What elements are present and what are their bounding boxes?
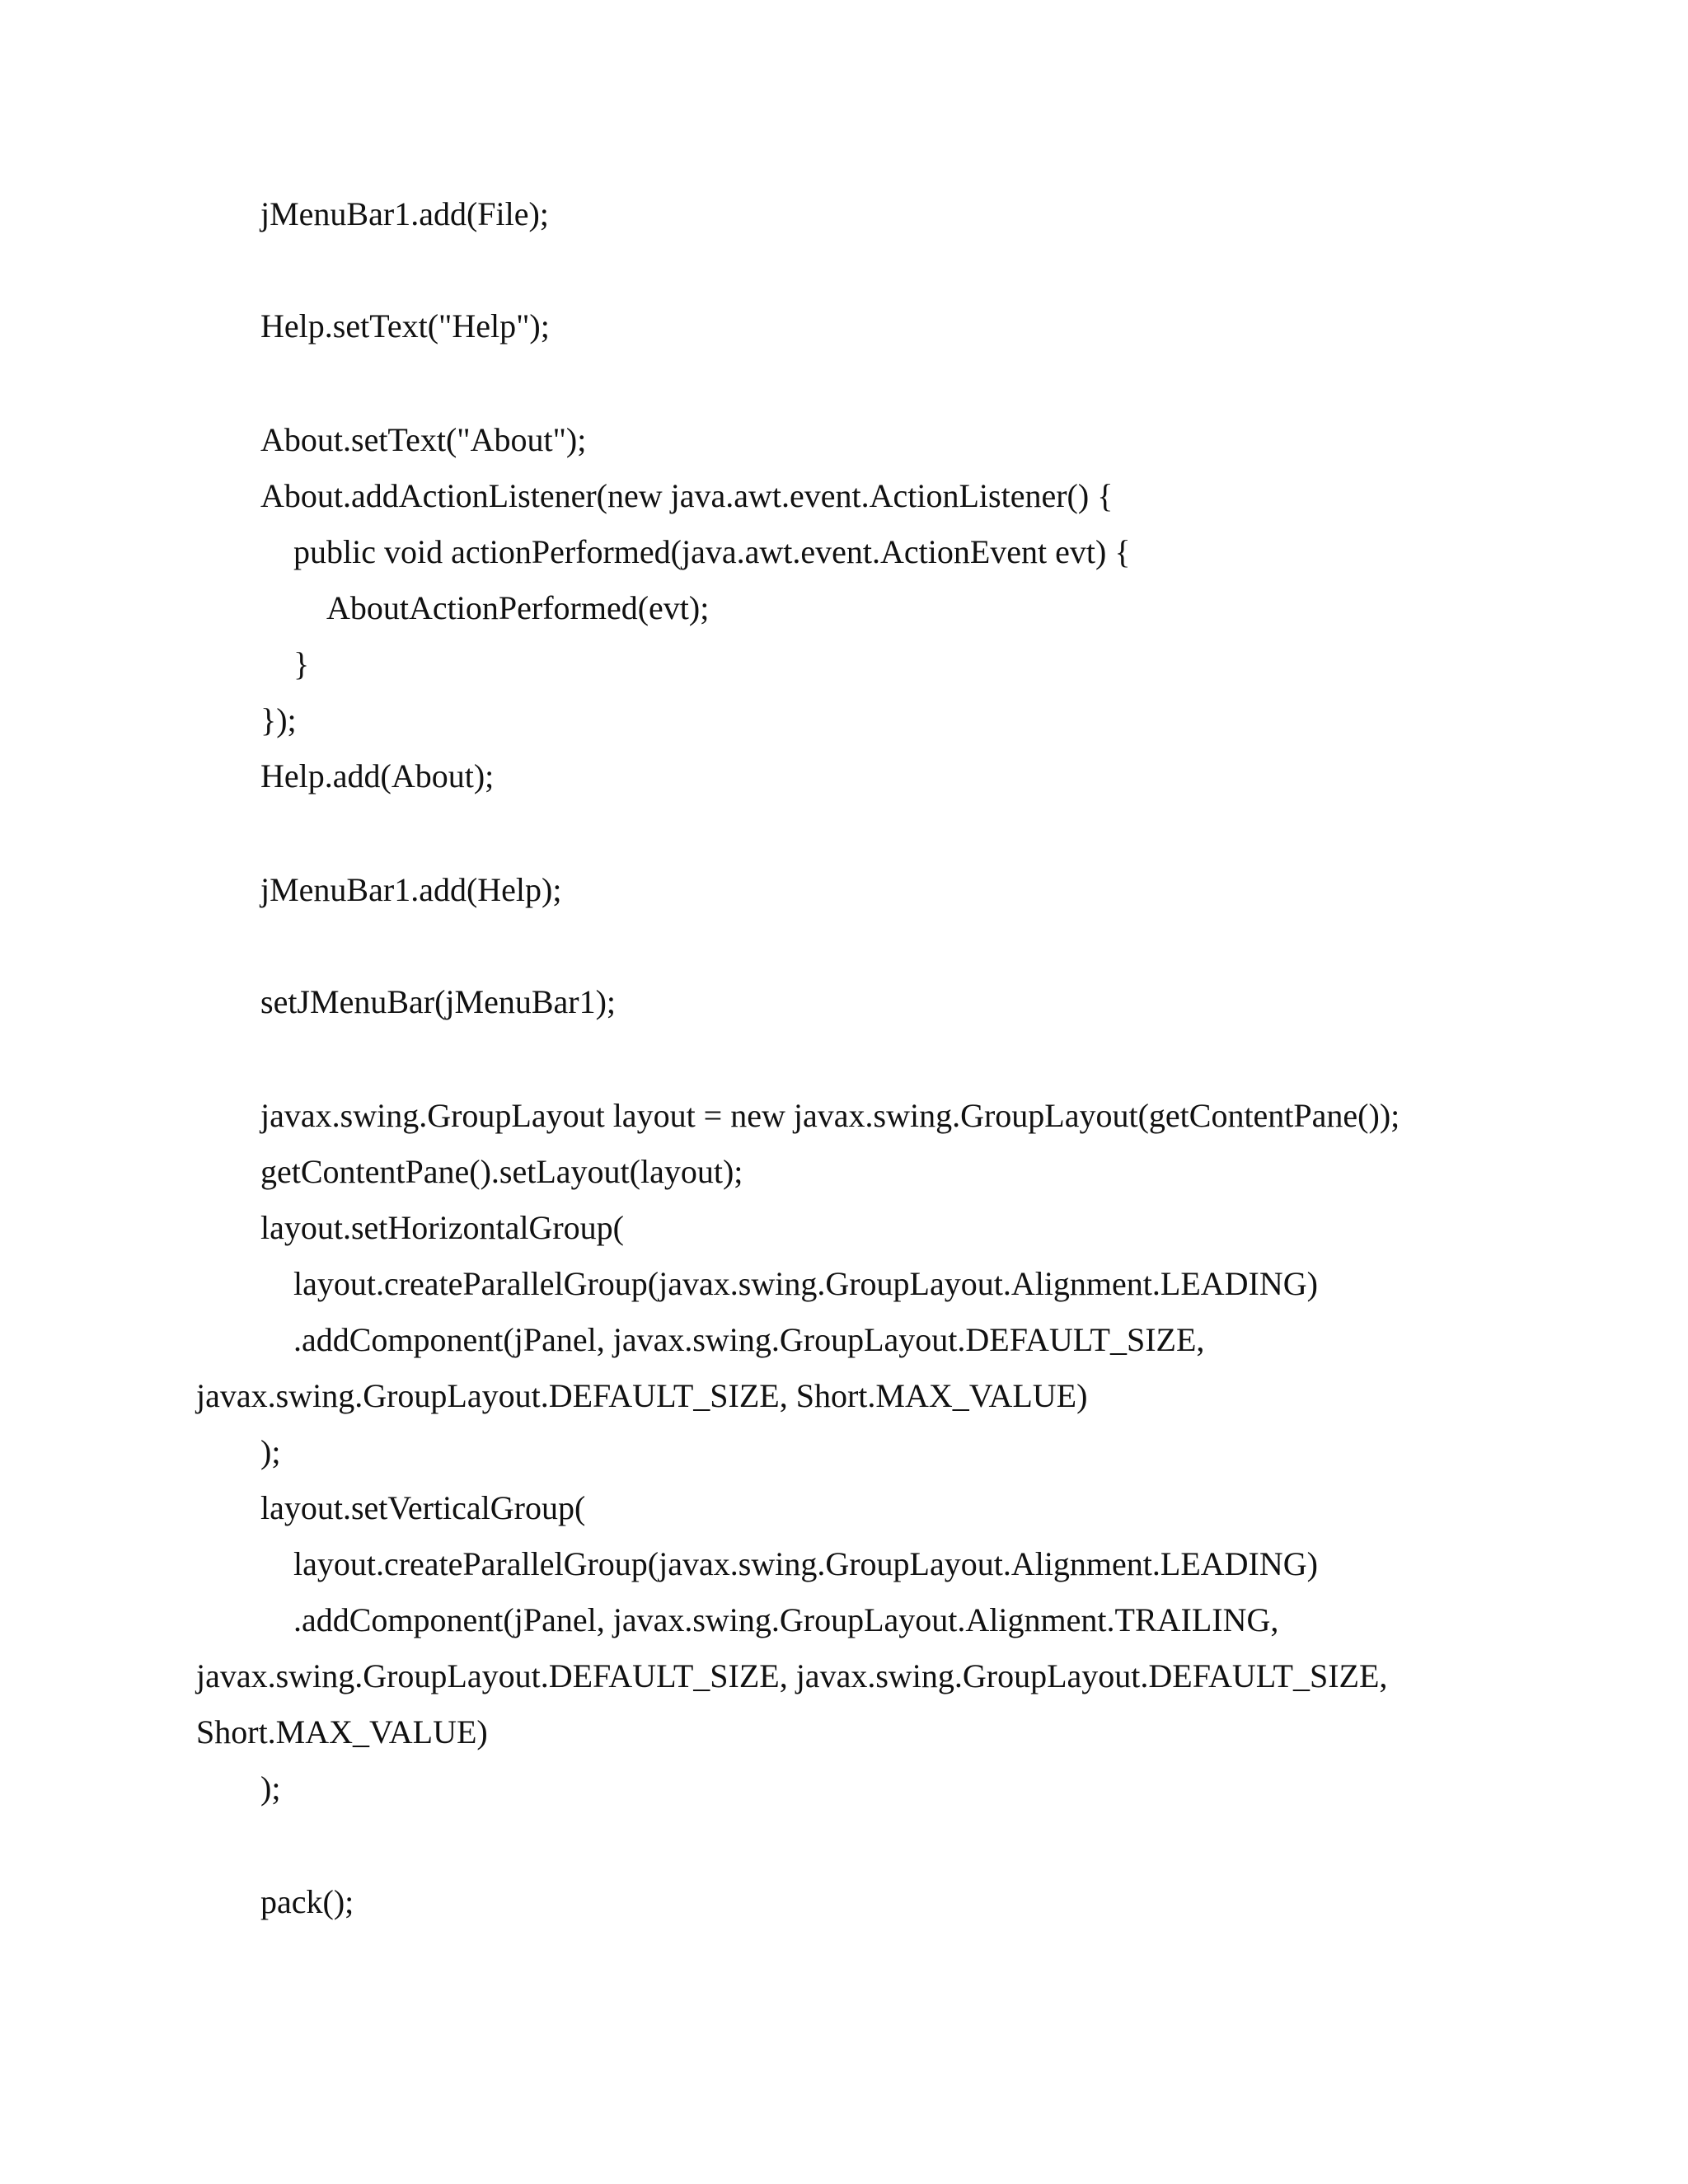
code-line: getContentPane().setLayout(layout); — [260, 1153, 743, 1190]
code-line: setJMenuBar(jMenuBar1); — [260, 983, 617, 1020]
code-line: Short.MAX_VALUE) — [196, 1713, 488, 1750]
code-line: layout.setHorizontalGroup( — [260, 1209, 624, 1246]
code-line: .addComponent(jPanel, javax.swing.GroupLayout.DEFAULT_SIZE, — [293, 1321, 1205, 1358]
code-line: } — [293, 645, 310, 682]
code-line: public void actionPerformed(java.awt.event.ActionEvent evt) { — [293, 533, 1131, 570]
code-line: ); — [260, 1769, 281, 1807]
code-line: }); — [260, 701, 297, 738]
code-line: Help.add(About); — [260, 757, 495, 794]
code-line: javax.swing.GroupLayout.DEFAULT_SIZE, Short.MAX_VALUE) — [196, 1377, 1088, 1414]
code-line: About.addActionListener(new java.awt.event.ActionListener() { — [260, 477, 1114, 514]
code-line: javax.swing.GroupLayout.DEFAULT_SIZE, javax.swing.GroupLayout.DEFAULT_SIZE, — [196, 1657, 1388, 1694]
code-line: ); — [260, 1433, 281, 1470]
code-line: About.setText("About"); — [260, 421, 587, 458]
code-line: jMenuBar1.add(File); — [260, 195, 549, 232]
code-line: jMenuBar1.add(Help); — [260, 871, 562, 908]
code-line: .addComponent(jPanel, javax.swing.GroupLayout.Alignment.TRAILING, — [293, 1601, 1279, 1638]
code-line: AboutActionPerformed(evt); — [326, 589, 710, 626]
code-line: layout.createParallelGroup(javax.swing.GroupLayout.Alignment.LEADING) — [293, 1545, 1318, 1582]
code-line: layout.createParallelGroup(javax.swing.GroupLayout.Alignment.LEADING) — [293, 1265, 1318, 1302]
code-line: javax.swing.GroupLayout layout = new javax.swing.GroupLayout(getContentPane()); — [260, 1097, 1400, 1134]
code-line: pack(); — [260, 1883, 354, 1920]
code-line: Help.setText("Help"); — [260, 307, 550, 344]
code-line: layout.setVerticalGroup( — [260, 1489, 586, 1526]
